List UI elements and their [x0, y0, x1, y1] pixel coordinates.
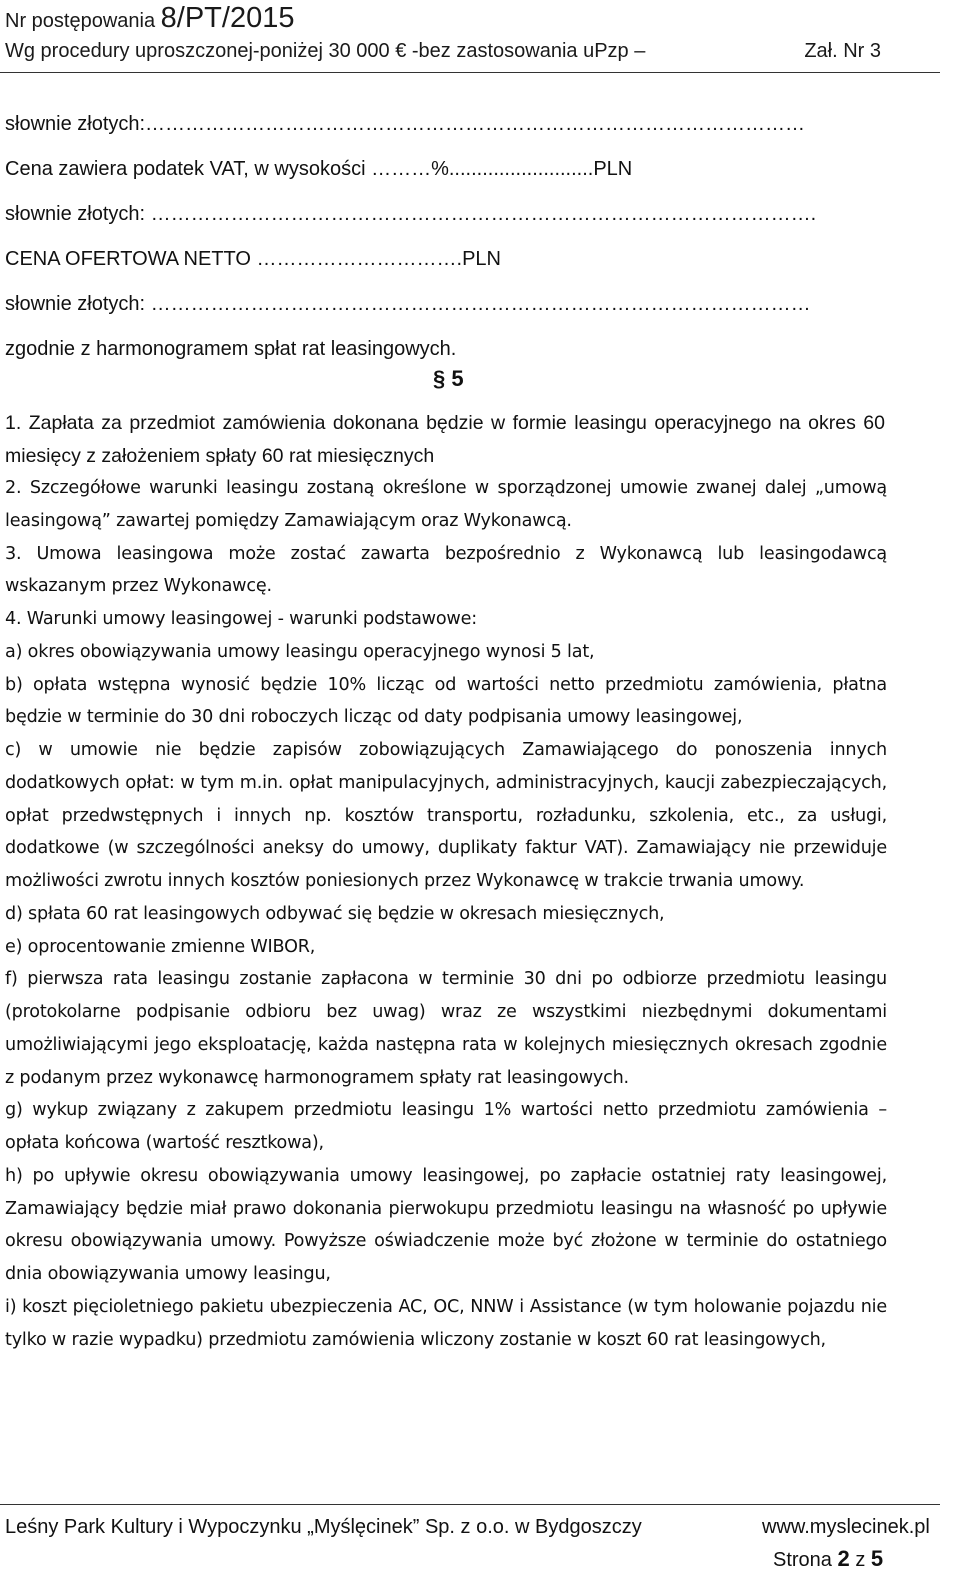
price-line: słownie złotych:………………………………………………………………………………………	[5, 113, 806, 135]
footer-company: Leśny Park Kultury i Wypoczynku „Myślęcinek” Sp. z o.o. w Bydgoszczy	[5, 1516, 642, 1538]
header-divider	[0, 72, 940, 73]
clause-4d: d) spłata 60 rat leasingowych odbywać się będzie w okresach miesięcznych,	[5, 903, 665, 924]
clause-2: 2. Szczegółowe warunki leasingu zostaną określone w sporządzonej umowie zwanej dalej „umową leasingową” zawartej pomiędzy Zamawiającym oraz Wykonawcą.	[5, 478, 887, 531]
clause-4c: c) w umowie nie będzie zapisów zobowiązujących Zamawiającego do ponoszenia innych dodatkowych opłat: w tym m.in. opłat manipulacyjnych, administracyjnych, kaucji zabezpieczających, opłat przedwstępnych i innych np. kosztów transportu, rozładunku, szkolenia, etc., za usługi, dodatkowe (w szczególności aneksy do umowy, duplikaty faktur VAT). Zamawiający nie przewiduje możliwości zwrotu innych kosztów poniesionych przez Wykonawcę w trakcie trwania umowy.	[5, 740, 887, 891]
price-line: zgodnie z harmonogramem spłat rat leasingowych.	[5, 338, 457, 360]
page-label: Strona	[773, 1549, 832, 1571]
footer-divider	[0, 1504, 940, 1505]
page-total: 5	[870, 1546, 884, 1571]
clause-1: 1. Zapłata za przedmiot zamówienia dokonana będzie w formie leasingu operacyjnego na okres 60 miesięcy z założeniem spłaty 60 rat miesięcznych	[5, 412, 885, 467]
procedure-number-line	[5, 2, 294, 35]
price-line: słownie złotych: ………………………………………………………………………………………	[5, 293, 811, 315]
clauses-body	[5, 472, 887, 1356]
clause-4b: b) opłata wstępna wynosić będzie 10% licząc od wartości netto przedmiotu zamówienia, płatna będzie w terminie do 30 dni roboczych licząc od daty podpisania umowy leasingowej,	[5, 674, 887, 728]
procedure-number-label: Nr postępowania	[5, 10, 156, 32]
page-separator: z	[855, 1549, 866, 1571]
price-line: Cena zawiera podatek VAT, w wysokości ………%..........................PLN	[5, 158, 633, 180]
section-heading: § 5	[433, 366, 464, 391]
price-line: słownie złotych: ……………………………………………………………………………………….	[5, 203, 817, 225]
page-current: 2	[837, 1546, 850, 1571]
clause-3: 3. Umowa leasingowa może zostać zawarta bezpośrednio z Wykonawcą lub leasingodawcą wskazanym przez Wykonawcę.	[5, 543, 887, 597]
price-block	[5, 102, 905, 372]
clause-4a: a) okres obowiązywania umowy leasingu operacyjnego wynosi 5 lat,	[5, 641, 595, 662]
procedure-text: Wg procedury uproszczonej-poniżej 30 000 € -bez zastosowania uPzp –	[5, 40, 646, 62]
clause-4e: e) oprocentowanie zmienne WIBOR,	[5, 936, 316, 957]
clause-4g: g) wykup związany z zakupem przedmiotu leasingu 1% wartości netto przedmiotu zamówienia – opłata końcowa (wartość resztkowa),	[5, 1100, 887, 1153]
clause-4i: i) koszt pięcioletniego pakietu ubezpieczenia AC, OC, NNW i Assistance (w tym holowanie pojazdu nie tylko w razie wypadku) przedmiotu zamówienia wliczony zostanie w koszt 60 rat leasingowych,	[5, 1296, 887, 1350]
attachment-number: Zał. Nr 3	[804, 40, 881, 62]
clause-4h: h) po upływie okresu obowiązywania umowy leasingowej, po zapłacie ostatniej raty leasingowej, Zamawiający będzie miał prawo dokonania pierwokupu przedmiotu leasingu na własność po upływie okresu obowiązywania umowy. Powyższe oświadczenie może być złożone w terminie do ostatniego dnia obowiązywania umowy leasingu,	[5, 1165, 887, 1284]
clause-4: 4. Warunki umowy leasingowej - warunki podstawowe:	[5, 609, 477, 629]
price-line: CENA OFERTOWA NETTO ………………………….PLN	[5, 248, 501, 270]
footer-website: www.myslecinek.pl	[762, 1516, 930, 1538]
procedure-number: 8/PT/2015	[160, 2, 295, 34]
procedure-type-line	[5, 40, 881, 63]
page-number	[773, 1546, 883, 1572]
clause-4f: f) pierwsza rata leasingu zostanie zapłacona w terminie 30 dni po odbiorze przedmiotu leasingu (protokolarne podpisanie odbioru bez uwag) wraz ze wszystkimi niezbędnymi dokumentami umożliwiającymi jego eksploatację, każda następna rata w kolejnych miesięcznych okresach zgodnie z podanym przez wykonawcę harmonogramem spłaty rat leasingowych.	[5, 969, 887, 1088]
